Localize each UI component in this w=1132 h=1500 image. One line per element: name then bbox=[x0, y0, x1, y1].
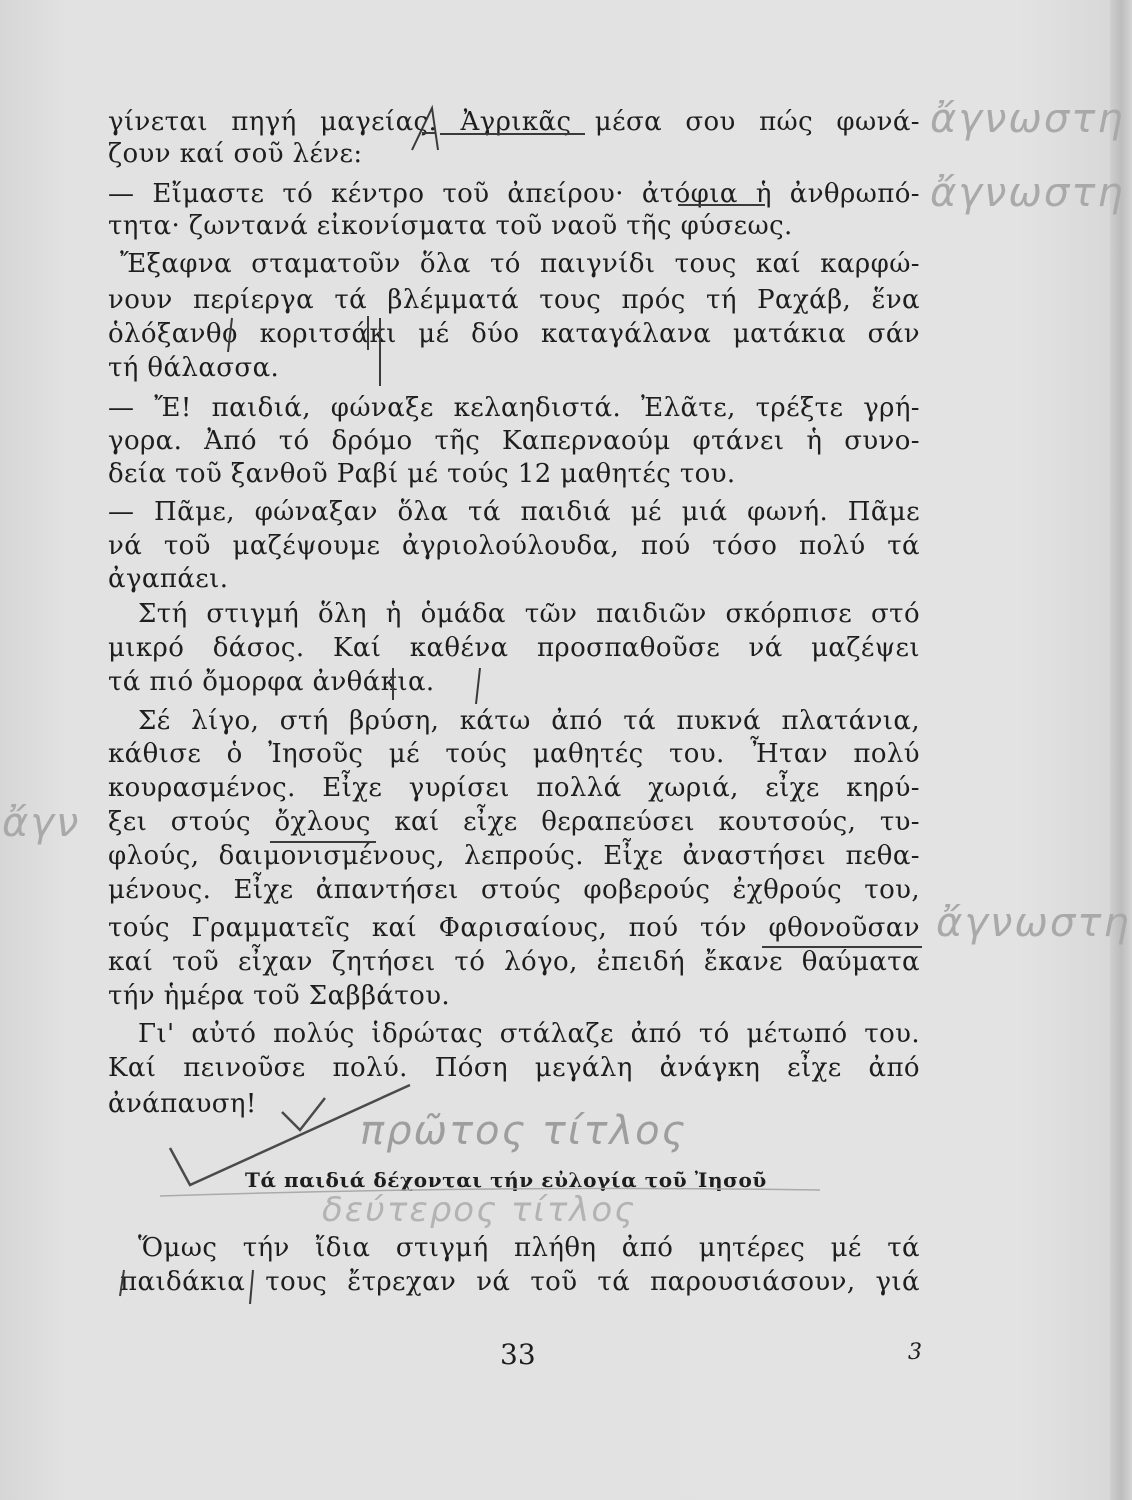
handwritten-title: δεύτερος τίτλος bbox=[322, 1190, 637, 1230]
text-line: τήν ἡμέρα τοῦ Σαββάτου. bbox=[108, 981, 451, 1011]
text-line: κάθισε ὁ Ἰησοῦς μέ τούς μαθητές του. Ἦταν πολύ bbox=[108, 739, 920, 769]
text-line: μικρό δάσος. Καί καθένα προσπαθοῦσε νά μαζέψει bbox=[108, 633, 920, 663]
text-line: δεία τοῦ ξανθοῦ Ραβί μέ τούς 12 μαθητές του. bbox=[108, 459, 736, 489]
text-line: τούς Γραμματεῖς καί Φαρισαίους, πού τόν φθονοῦσαν bbox=[108, 913, 920, 943]
section-heading: Τά παιδιά δέχονται τήν εὐλογία τοῦ Ἰησοῦ bbox=[245, 1168, 767, 1192]
text-line: καί τοῦ εἶχαν ζητήσει τό λόγο, ἐπειδή ἔκανε θαύματα bbox=[108, 947, 920, 977]
text-line: ἀγαπάει. bbox=[108, 564, 229, 594]
text-line: νουν περίεργα τά βλέμματά τους πρός τή Ραχάβ, ἕνα bbox=[108, 285, 920, 315]
text-line: νά τοῦ μαζέψουμε ἀγριολούλουδα, πού τόσο πολύ τά bbox=[108, 531, 920, 561]
text-line: τητα· ζωντανά εἰκονίσματα τοῦ ναοῦ τῆς φύσεως. bbox=[108, 211, 793, 241]
text-line: Σέ λίγο, στή βρύση, κάτω ἀπό τά πυκνά πλατάνια, bbox=[138, 706, 920, 736]
text-line: — Ἔ! παιδιά, φώναξε κελαηδιστά. Ἐλᾶτε, τρέξτε γρή- bbox=[108, 393, 920, 423]
text-line: ἀνάπαυση! bbox=[108, 1089, 257, 1119]
margin-note: ἄγν bbox=[2, 800, 81, 846]
text-line: ξει στούς ὄχλους καί εἶχε θεραπεύσει κουτσούς, τυ- bbox=[108, 807, 920, 837]
page-binding-edge bbox=[1110, 0, 1132, 1500]
margin-note: ἄγνωστη bbox=[930, 170, 1125, 216]
signature-mark: 3 bbox=[908, 1340, 922, 1365]
text-line: Γι' αὐτό πολύς ἱδρώτας στάλαζε ἀπό τό μέτωπό του. bbox=[138, 1019, 920, 1049]
text-line: — Πᾶμε, φώναξαν ὅλα τά παιδιά μέ μιά φωνή. Πᾶμε bbox=[108, 497, 920, 527]
text-line: Ὅμως τήν ἴδια στιγμή πλήθη ἀπό μητέρες μέ τά bbox=[138, 1233, 920, 1263]
text-line: Στή στιγμή ὅλη ἡ ὁμάδα τῶν παιδιῶν σκόρπισε στό bbox=[138, 599, 920, 629]
text-line: φλούς, δαιμονισμένους, λεπρούς. Εἶχε ἀναστήσει πεθα- bbox=[108, 841, 920, 871]
text-line: τή θάλασσα. bbox=[108, 353, 280, 383]
text-line: Καί πεινοῦσε πολύ. Πόση μεγάλη ἀνάγκη εἶχε ἀπό bbox=[108, 1053, 920, 1083]
text-line: κουρασμένος. Εἶχε γυρίσει πολλά χωριά, εἶχε κηρύ- bbox=[108, 773, 920, 803]
handwritten-title: πρῶτος τίτλος bbox=[360, 1108, 688, 1154]
text-line: γορα. Ἀπό τό δρόμο τῆς Καπερναούμ φτάνει ἡ συνο- bbox=[108, 426, 920, 456]
page-number: 33 bbox=[500, 1338, 536, 1371]
text-line: τά πιό ὄμορφα ἀνθάκια. bbox=[108, 667, 435, 697]
text-line: Ἔξαφνα σταματοῦν ὅλα τό παιγνίδι τους καί καρφώ- bbox=[120, 249, 920, 279]
text-line: μένους. Εἶχε ἀπαντήσει στούς φοβερούς ἐχθρούς του, bbox=[108, 875, 920, 905]
text-line: ζουν καί σοῦ λένε: bbox=[108, 139, 363, 169]
text-line: παιδάκια τους ἔτρεχαν νά τοῦ τά παρουσιάσουν, γιά bbox=[120, 1267, 920, 1297]
text-line: — Εἴμαστε τό κέντρο τοῦ ἀπείρου· ἀτόφια ἡ ἀνθρωπό- bbox=[108, 179, 920, 209]
text-line: ὁλόξανθο κοριτσάκι μέ δύο καταγάλανα ματάκια σάν bbox=[108, 319, 920, 349]
text-line: γίνεται πηγή μαγείας. Ἀγρικᾶς μέσα σου πώς φωνά- bbox=[108, 107, 920, 137]
margin-note: ἄγνωστη bbox=[930, 96, 1125, 142]
margin-note: ἄγνωστη bbox=[936, 900, 1131, 946]
